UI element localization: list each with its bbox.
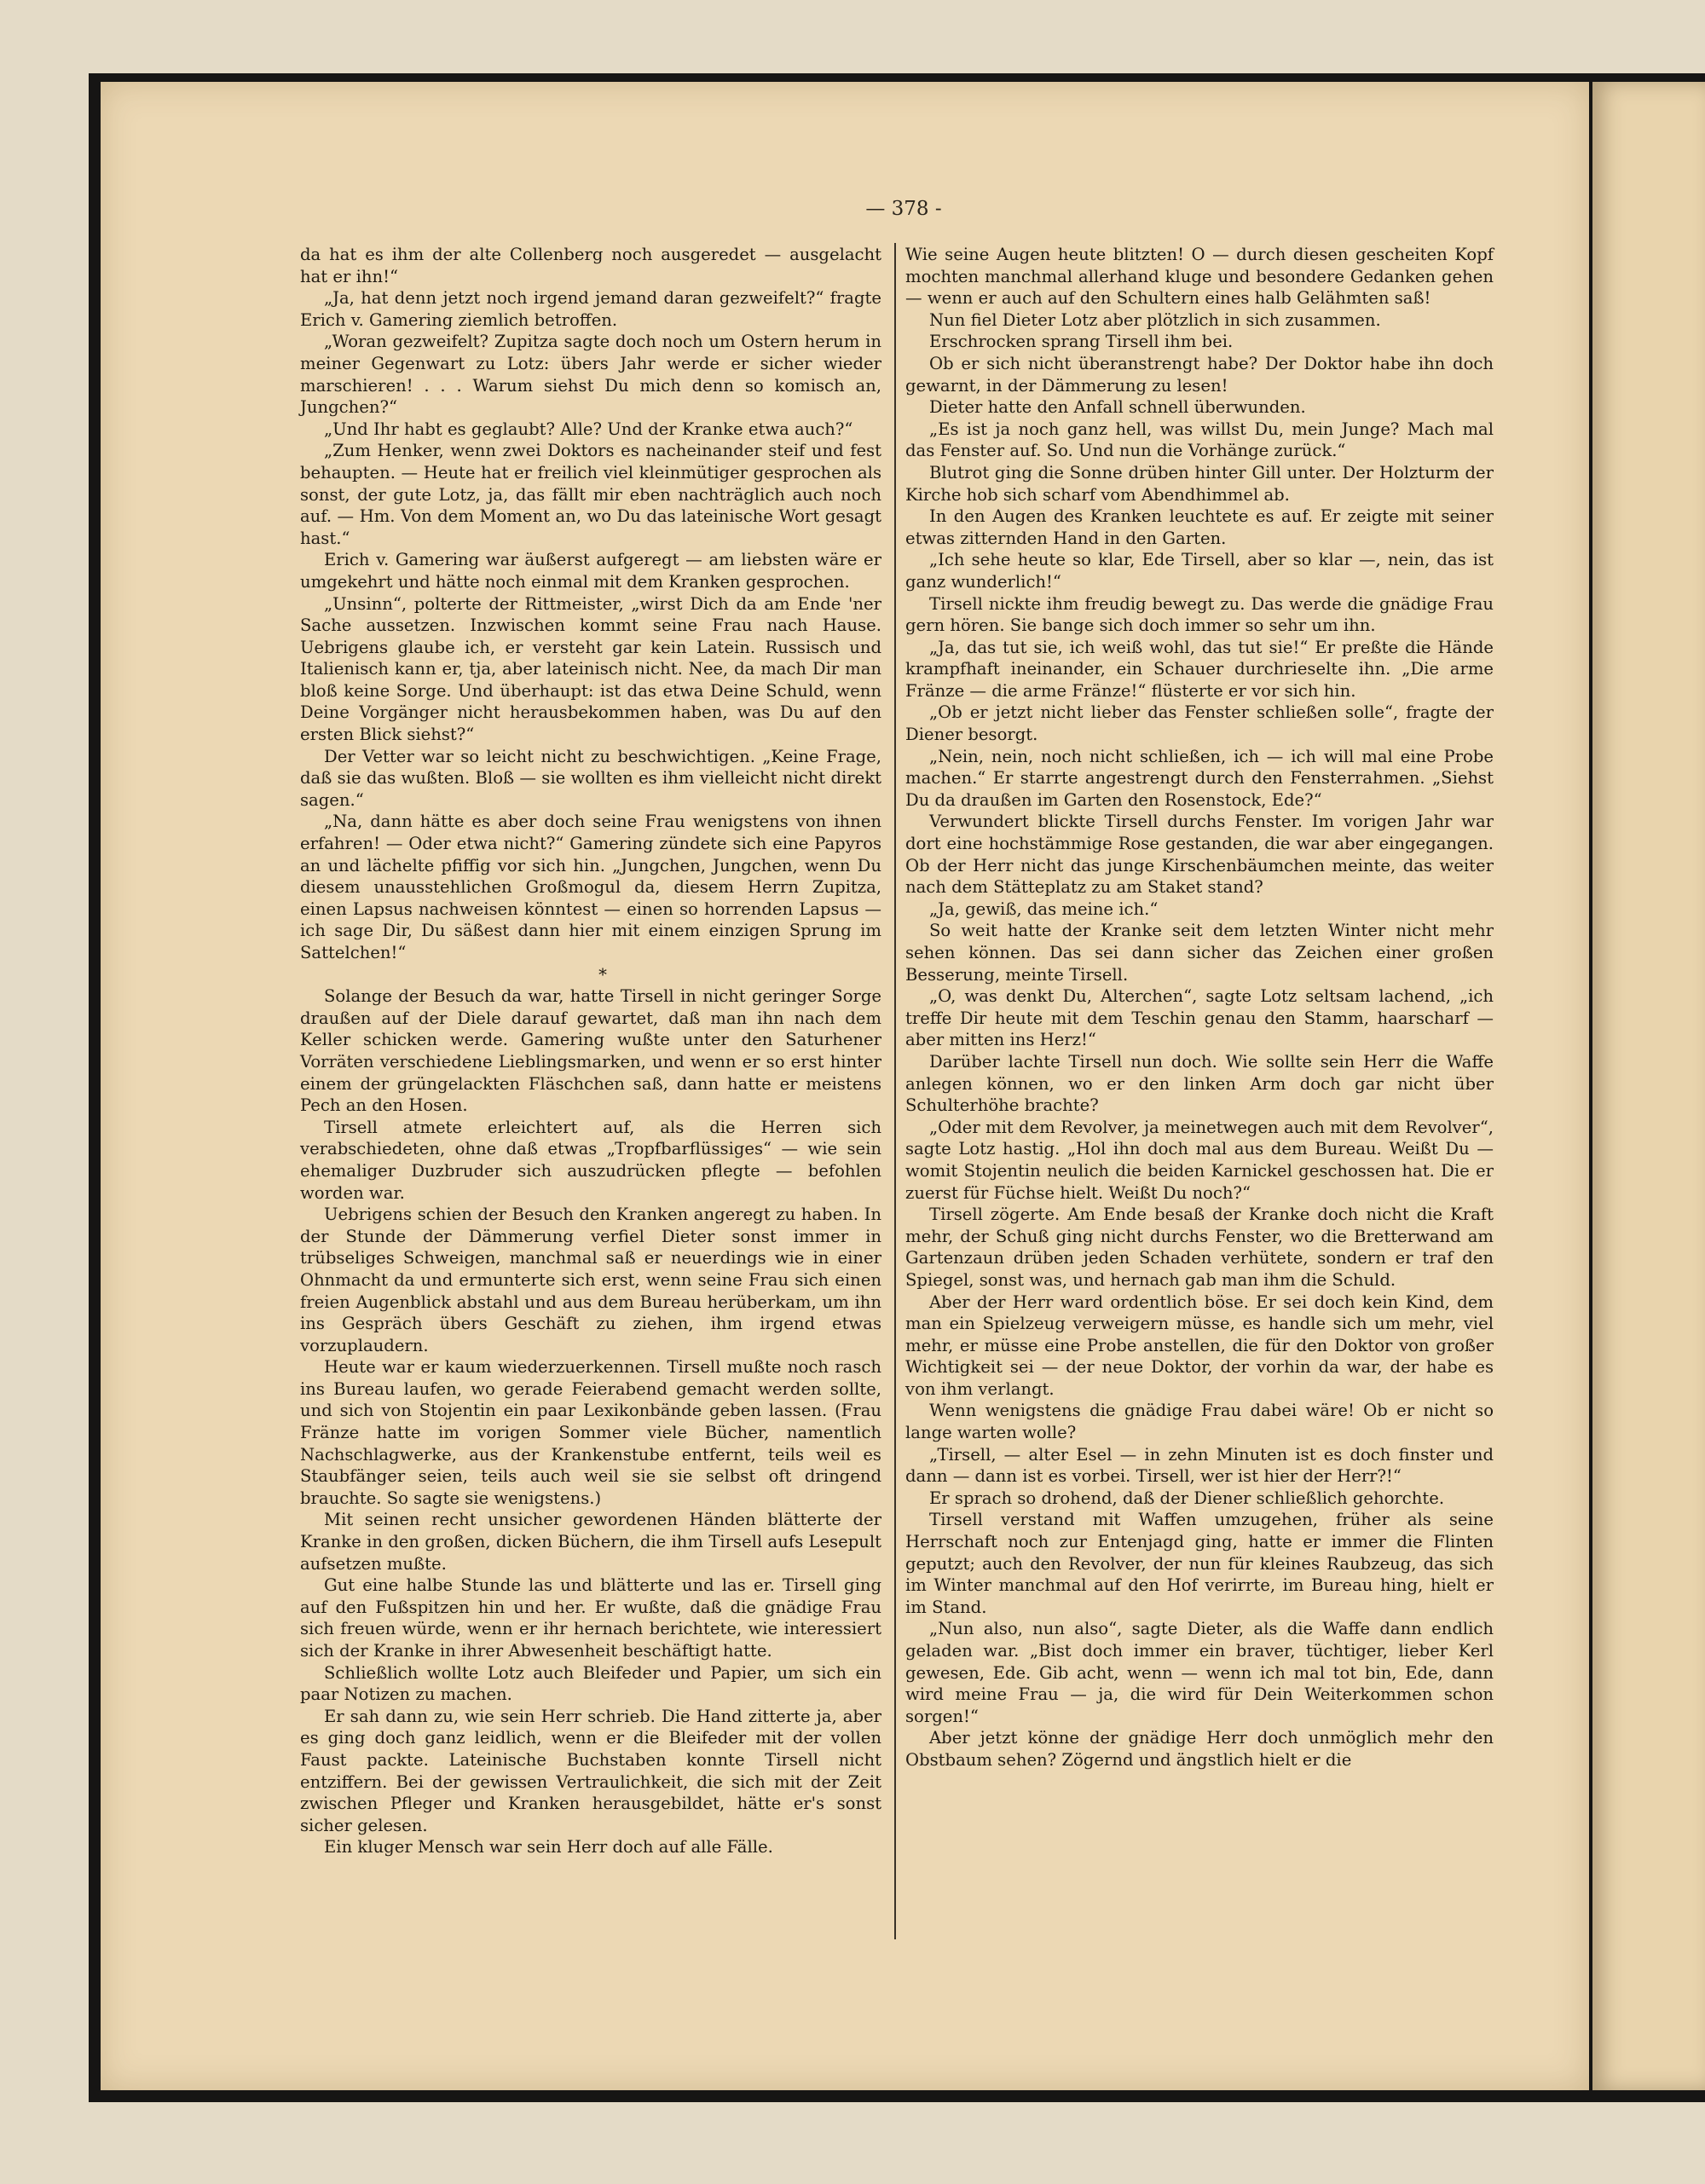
paragraph: Wenn wenigstens die gnädige Frau dabei wäre! Ob er nicht so lange warten wolle? bbox=[905, 1401, 1494, 1443]
paragraph: In den Augen des Kranken leuchtete es auf. Er zeigte mit seiner etwas zitternden Hand in den Garten. bbox=[905, 506, 1494, 548]
paragraph: „Woran gezweifelt? Zupitza sagte doch noch um Ostern herum in meiner Gegenwart zu Lotz: übers Jahr werde er sicher wieder marschieren! . . . Warum siehst Du mich denn so komisch an, Jungchen?“ bbox=[300, 332, 881, 418]
paragraph: Aber jetzt könne der gnädige Herr doch unmöglich mehr den Obstbaum sehen? Zögernd und ängstlich hielt er die bbox=[905, 1728, 1494, 1770]
paragraph: Tirsell zögerte. Am Ende besaß der Kranke doch nicht die Kraft mehr, der Schuß ging nicht durchs Fenster, wo die Bretterwand am Gartenzaun drüben jeden Schaden verhütete, sondern er traf den Spiegel, sonst was, und hernach gab man ihm die Schuld. bbox=[905, 1205, 1494, 1290]
paragraph: da hat es ihm der alte Collenberg noch ausgeredet — ausgelacht hat er ihn!“ bbox=[300, 245, 881, 286]
paragraph: „Es ist ja noch ganz hell, was willst Du, mein Junge? Mach mal das Fenster auf. So. Und nun die Vorhänge zurück.“ bbox=[905, 419, 1494, 461]
column-divider bbox=[894, 243, 896, 1939]
page-number: — 378 - bbox=[865, 198, 942, 220]
paragraph: Tirsell atmete erleichtert auf, als die Herren sich verabschiedeten, ohne daß etwas „Tropfbarflüssiges“ — wie sein ehemaliger Duzbruder sich auszudrücken pflegte — befohlen worden war. bbox=[300, 1117, 881, 1203]
paragraph: Blutrot ging die Sonne drüben hinter Gill unter. Der Holzturm der Kirche hob sich scharf vom Abendhimmel ab. bbox=[905, 462, 1494, 505]
paragraph: Heute war er kaum wiederzuerkennen. Tirsell mußte noch rasch ins Bureau laufen, wo gerade Feierabend gemacht werden sollte, und sich von Stojentin ein paar Lexikonbände geben lassen. (Frau Fränze hatte im vorigen Sommer viele Bücher, namentlich Nachschlagwerke, aus der Krankenstube entfernt, teils weil es Staubfänger seien, teils auch weil sie sie selbst oft dringend brauchte. So sagte sie wenigstens.) bbox=[300, 1357, 881, 1508]
paragraph: Uebrigens schien der Besuch den Kranken angeregt zu haben. In der Stunde der Dämmerung verfiel Dieter sonst immer in trübseliges Schweigen, manchmal saß er neuerdings wie in einer Ohnmacht da und ermunterte sich erst, wenn seine Frau sich einen freien Augenblick abstahl und aus dem Bureau herüberkam, um ihn ins Gespräch übers Geschäft zu ziehen, ihm irgend etwas vorzuplaudern. bbox=[300, 1205, 881, 1355]
paragraph: Erich v. Gamering war äußerst aufgeregt — am liebsten wäre er umgekehrt und hätte noch einmal mit dem Kranken gesprochen. bbox=[300, 550, 881, 592]
right-text-column bbox=[905, 244, 1494, 1771]
paragraph: Solange der Besuch da war, hatte Tirsell in nicht geringer Sorge draußen auf der Diele darauf gewartet, daß man ihn nach dem Keller schicken werde. Gamering wußte unter den Saturhener Vorräten verschiedene Lieblingsmarken, und wenn er so erst hinter einem der grüngelackten Fläschchen saß, dann hatte er meistens Pech an den Hosen. bbox=[300, 986, 881, 1116]
paragraph: „Nein, nein, noch nicht schließen, ich — ich will mal eine Probe machen.“ Er starrte angestrengt durch den Fensterrahmen. „Siehst Du da draußen im Garten den Rosenstock, Ede?“ bbox=[905, 746, 1494, 810]
paragraph: Verwundert blickte Tirsell durchs Fenster. Im vorigen Jahr war dort eine hochstämmige Rose gestanden, die war aber eingegangen. Ob der Herr nicht das junge Kirschenbäumchen meinte, das weiter nach dem Stätteplatz zu am Staket stand? bbox=[905, 812, 1494, 898]
paragraph: Aber der Herr ward ordentlich böse. Er sei doch kein Kind, dem man ein Spielzeug verweigern müsse, es handle sich um mehr, viel mehr, er müsse eine Probe anstellen, die für den Doktor von großer Wichtigkeit sei — der neue Doktor, der vorhin da war, der habe es von ihm verlangt. bbox=[905, 1291, 1494, 1399]
paragraph: Nun fiel Dieter Lotz aber plötzlich in sich zusammen. bbox=[929, 309, 1381, 330]
paragraph: Erschrocken sprang Tirsell ihm bei. bbox=[929, 332, 1234, 352]
paragraph: Dieter hatte den Anfall schnell überwunden. bbox=[929, 397, 1306, 418]
paragraph: „Nun also, nun also“, sagte Dieter, als die Waffe dann endlich geladen war. „Bist doch immer ein braver, tüchtiger, lieber Kerl gewesen, Ede. Gib acht, wenn — wenn ich mal tot bin, Ede, dann wird meine Frau — ja, die wird für Dein Weiterkommen schon sorgen!“ bbox=[905, 1619, 1494, 1726]
section-separator: * bbox=[598, 964, 607, 985]
paragraph: Gut eine halbe Stunde las und blätterte und las er. Tirsell ging auf den Fußspitzen hin und her. Er wußte, daß die gnädige Frau sich freuen würde, wenn er ihr hernach berichtete, wie interessiert sich der Kranke in ihrer Abwesenheit beschäftigt hatte. bbox=[300, 1575, 881, 1661]
paragraph: „Na, dann hätte es aber doch seine Frau wenigstens von ihnen erfahren! — Oder etwa nicht?“ Gamering zündete sich eine Papyros an und lächelte pfiffig vor sich hin. „Jungchen, Jungchen, wenn Du diesem unausstehlichen Großmogul da, diesem Herrn Zupitza, einen Lapsus nachweisen könntest — einen so horrenden Lapsus — ich sage Dir, Du säßest dann hier mit einem einzigen Sprung im Sattelchen!“ bbox=[300, 812, 881, 962]
paragraph: „Ja, das tut sie, ich weiß wohl, das tut sie!“ Er preßte die Hände krampfhaft ineinander, ein Schauer durchrieselte ihn. „Die arme Fränze — die arme Fränze!“ flüsterte er vor sich hin. bbox=[905, 637, 1494, 701]
paragraph: Wie seine Augen heute blitzten! O — durch diesen gescheiten Kopf mochten manchmal allerhand kluge und besondere Gedanken gehen — wenn er auch auf den Schultern eines halb Gelähmten saß! bbox=[905, 245, 1494, 309]
paragraph: „Ja, hat denn jetzt noch irgend jemand daran gezweifelt?“ fragte Erich v. Gamering ziemlich betroffen. bbox=[300, 288, 881, 330]
paragraph: Er sah dann zu, wie sein Herr schrieb. Die Hand zitterte ja, aber es ging doch ganz leidlich, wenn er die Bleifeder mit der vollen Faust packte. Lateinische Buchstaben konnte Tirsell nicht entziffern. Bei der gewissen Vertraulichkeit, die sich mit der Zeit zwischen Pfleger und Kranken herausgebildet, hätte er's sonst sicher gelesen. bbox=[300, 1706, 881, 1835]
paragraph: Darüber lachte Tirsell nun doch. Wie sollte sein Herr die Waffe anlegen können, wo er den linken Arm doch gar nicht über Schulterhöhe brachte? bbox=[905, 1051, 1494, 1116]
paragraph: „Zum Henker, wenn zwei Doktors es nacheinander steif und fest behaupten. — Heute hat er freilich viel kleinmütiger gesprochen als sonst, der gute Lotz, ja, das fällt mir eben nachträglich auch noch auf. — Hm. Von dem Moment an, wo Du das lateinische Wort gesagt hast.“ bbox=[300, 441, 881, 548]
paragraph: Der Vetter war so leicht nicht zu beschwichtigen. „Keine Frage, daß sie das wußten. Bloß — sie wollten es ihm vielleicht nicht direkt sagen.“ bbox=[300, 746, 881, 810]
paragraph: Tirsell verstand mit Waffen umzugehen, früher als seine Herrschaft noch zur Entenjagd ging, hatte er immer die Flinten geputzt; auch den Revolver, der nun für kleines Raubzeug, das sich im Winter manchmal auf den Hof verirrte, im Bureau hing, hielt er im Stand. bbox=[905, 1510, 1494, 1617]
paragraph: „Tirsell, — alter Esel — in zehn Minuten ist es doch finster und dann — dann ist es vorbei. Tirsell, wer ist hier der Herr?!“ bbox=[905, 1444, 1494, 1487]
paragraph: Tirsell nickte ihm freudig bewegt zu. Das werde die gnädige Frau gern hören. Sie bange sich doch immer so sehr um ihn. bbox=[905, 593, 1494, 636]
paragraph: „Ja, gewiß, das meine ich.“ bbox=[929, 898, 1159, 919]
paragraph: Ein kluger Mensch war sein Herr doch auf alle Fälle. bbox=[324, 1837, 773, 1858]
left-text-column bbox=[300, 244, 881, 1858]
paragraph: „Oder mit dem Revolver, ja meinetwegen auch mit dem Revolver“, sagte Lotz hastig. „Hol ihn doch mal aus dem Bureau. Weißt Du — womit Stojentin neulich die beiden Karnickel geschossen hat. Die er zuerst für Füchse hielt. Weißt Du noch?“ bbox=[905, 1117, 1494, 1203]
paragraph: Er sprach so drohend, daß der Diener schließlich gehorchte. bbox=[929, 1488, 1445, 1508]
paragraph: Mit seinen recht unsicher gewordenen Händen blätterte der Kranke in den großen, dicken Büchern, die ihm Tirsell aufs Lesepult aufsetzen mußte. bbox=[300, 1510, 881, 1574]
paragraph: „Ich sehe heute so klar, Ede Tirsell, aber so klar —, nein, das ist ganz wunderlich!“ bbox=[905, 550, 1494, 592]
adjacent-page-edge bbox=[1592, 82, 1705, 2090]
paragraph: So weit hatte der Kranke seit dem letzten Winter nicht mehr sehen können. Das sei dann sicher das Zeichen einer großen Besserung, meinte Tirsell. bbox=[905, 921, 1494, 985]
paragraph: Schließlich wollte Lotz auch Bleifeder und Papier, um sich ein paar Notizen zu machen. bbox=[300, 1662, 881, 1705]
paragraph: „Unsinn“, polterte der Rittmeister, „wirst Dich da am Ende 'ner Sache aussetzen. Inzwischen kommt seine Frau nach Hause. Uebrigens glaube ich, er versteht gar kein Latein. Russisch und Italienisch kann er, tja, aber lateinisch nicht. Nee, da mach Dir man bloß keine Sorge. Und überhaupt: ist das etwa Deine Schuld, wenn Deine Vorgänger nicht herausbekommen haben, was Du auf den ersten Blick siehst?“ bbox=[300, 593, 881, 745]
paragraph: „Ob er jetzt nicht lieber das Fenster schließen solle“, fragte der Diener besorgt. bbox=[905, 702, 1494, 745]
paragraph: „O, was denkt Du, Alterchen“, sagte Lotz seltsam lachend, „ich treffe Dir heute mit dem Teschin genau den Stamm, haarscharf — aber mitten ins Herz!“ bbox=[905, 986, 1494, 1050]
paragraph: „Und Ihr habt es geglaubt? Alle? Und der Kranke etwa auch?“ bbox=[324, 419, 853, 439]
paragraph: Ob er sich nicht überanstrengt habe? Der Doktor habe ihn doch gewarnt, in der Dämmerung zu lesen! bbox=[905, 353, 1494, 396]
